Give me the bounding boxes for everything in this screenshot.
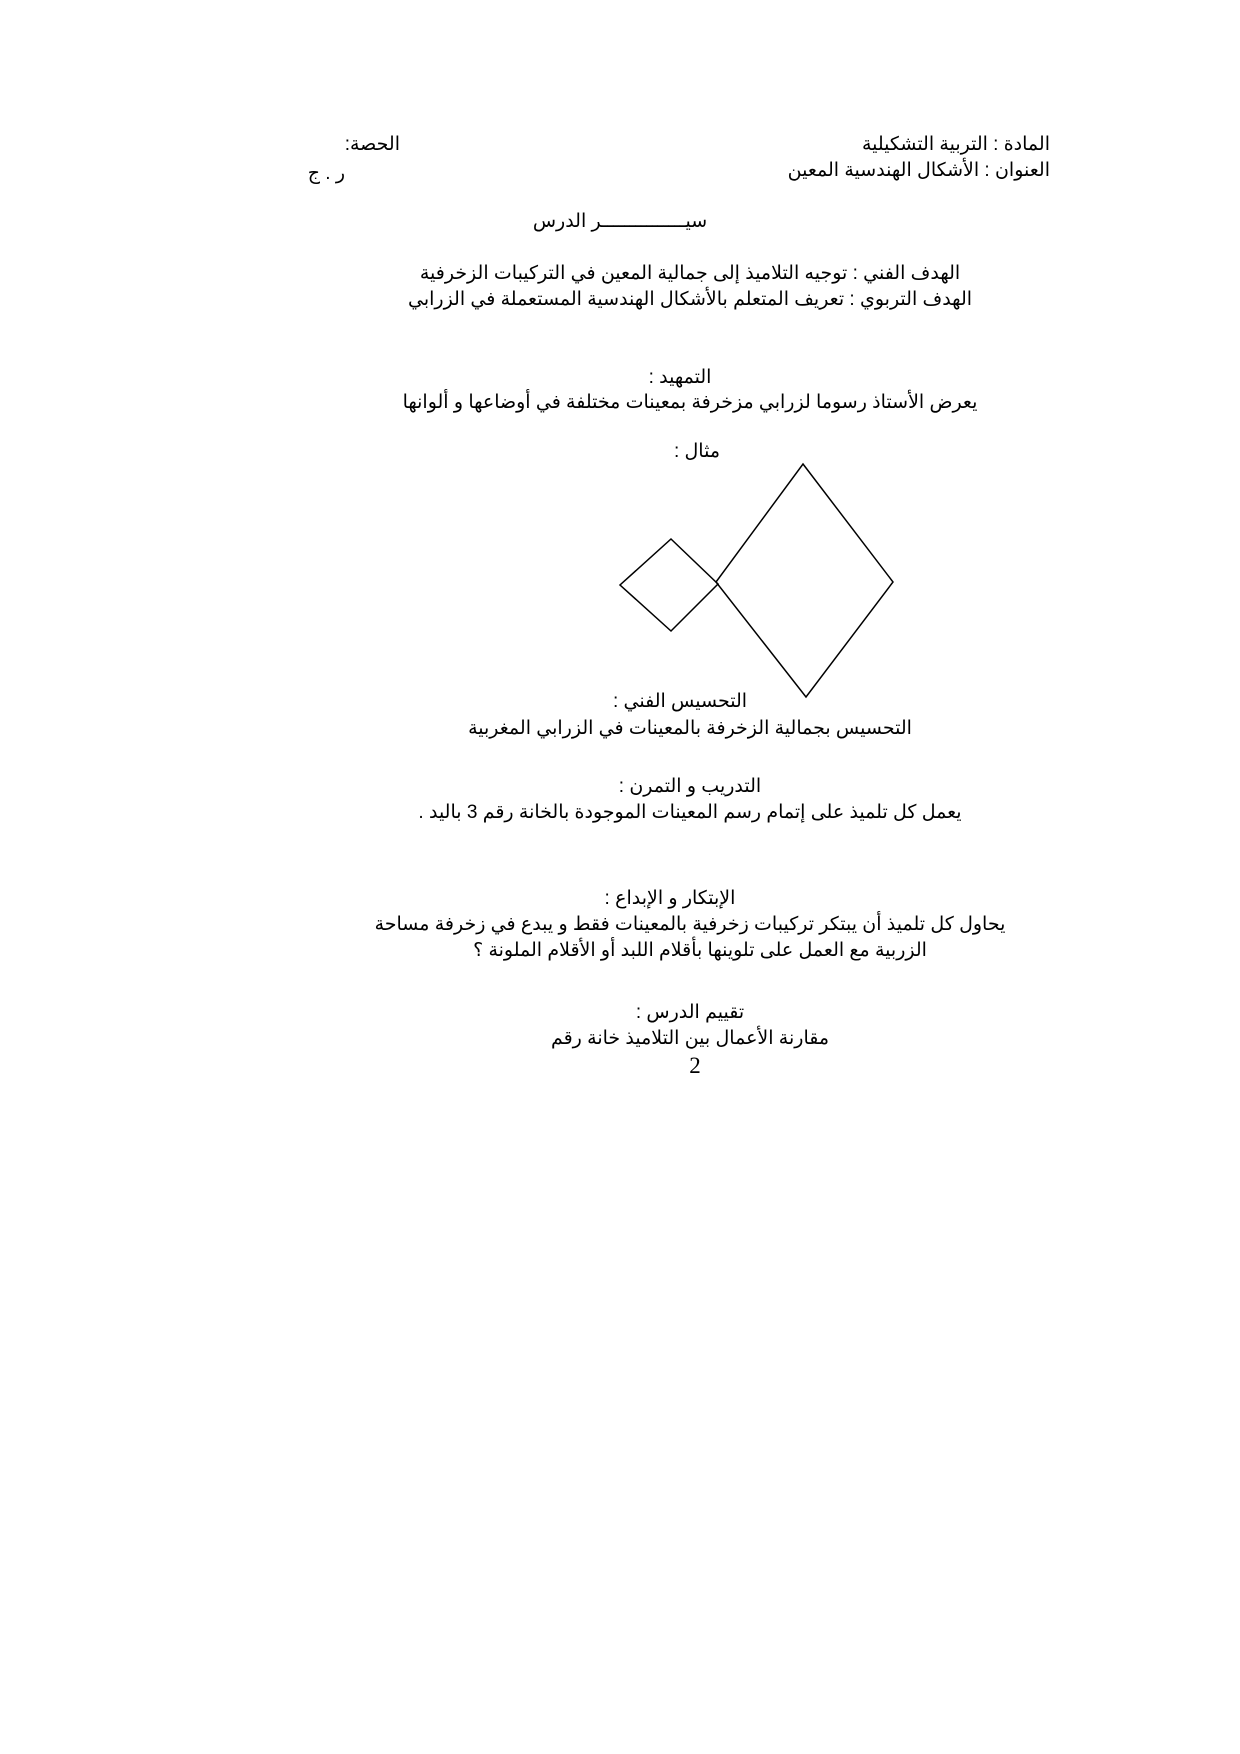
session-label: الحصة: (344, 134, 400, 155)
lesson-heading: سيـــــــــــــــر الدرس (532, 211, 708, 232)
intro-heading: التمهيد : (648, 367, 712, 388)
reference-label: ر . ج (307, 163, 345, 184)
evaluation-number: 2 (689, 1053, 701, 1078)
sensitization-text: التحسيس بجمالية الزخرفة بالمعينات في الزرابي المغربية (468, 718, 912, 739)
example-label: مثال : (673, 441, 720, 462)
creativity-heading: الإبتكار و الإبداع : (604, 888, 736, 909)
practice-heading: التدريب و التمرن : (618, 776, 762, 797)
large-rhombus-shape (716, 464, 893, 697)
intro-text: يعرض الأستاذ رسوما لزرابي مزخرفة بمعينات مختلفة في أوضاعها و ألوانها (402, 392, 978, 413)
subject-label: المادة : التربية التشكيلية (861, 134, 1050, 155)
evaluation-heading: تقييم الدرس : (635, 1002, 745, 1023)
educational-goal: الهدف التربوي : تعريف المتعلم بالأشكال الهندسية المستعملة في الزرابي (407, 289, 973, 310)
sensitization-heading: التحسيس الفني : (612, 691, 748, 712)
practice-text: يعمل كل تلميذ على إتمام رسم المعينات الموجودة بالخانة رقم 3 باليد . (418, 802, 962, 823)
evaluation-text: مقارنة الأعمال بين التلاميذ خانة رقم (550, 1028, 830, 1049)
artistic-goal: الهدف الفني : توجيه التلاميذ إلى جمالية المعين في التركيبات الزخرفية (419, 263, 961, 284)
small-rhombus-shape (620, 539, 718, 631)
lesson-title: العنوان : الأشكال الهندسية المعين (787, 160, 1050, 181)
creativity-text-line2: الزربية مع العمل على تلوينها بأقلام اللبد أو الأقلام الملونة ؟ (473, 940, 927, 961)
creativity-text-line1: يحاول كل تلميذ أن يبتكر تركيبات زخرفية بالمعينات فقط و يبدع في زخرفة مساحة (374, 914, 1006, 935)
